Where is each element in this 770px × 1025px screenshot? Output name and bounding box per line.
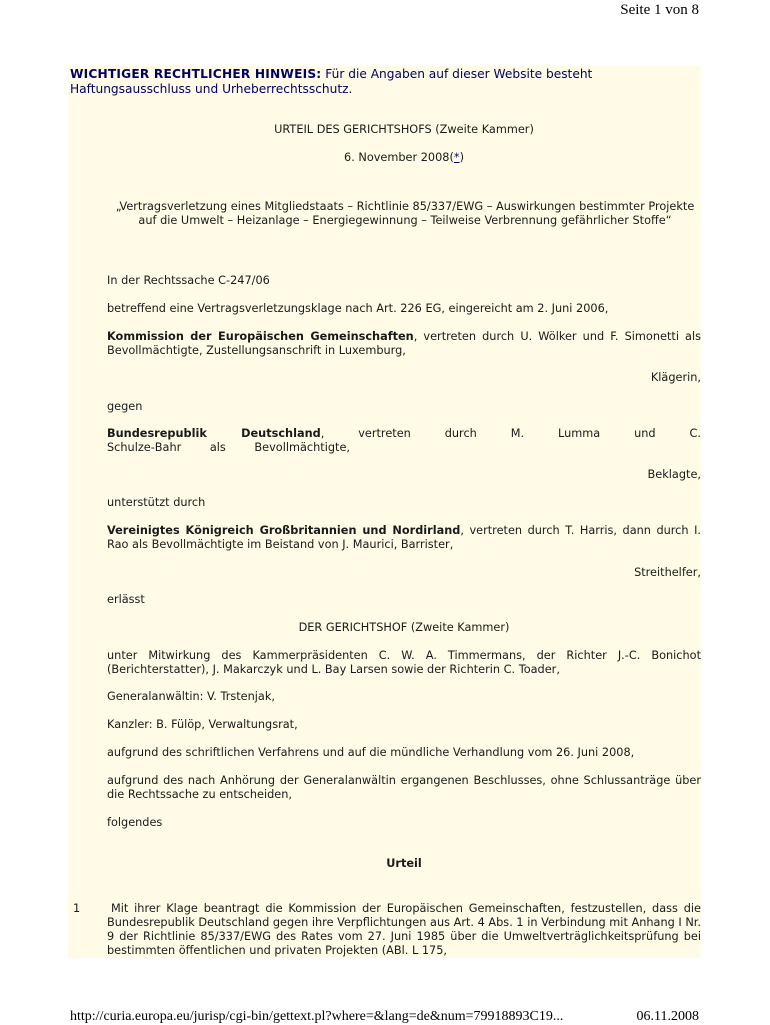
court-title: DER GERICHTSHOF (Zweite Kammer)	[298, 621, 510, 634]
defendant-name: Bundesrepublik Deutschland	[107, 427, 321, 440]
applicant-paragraph	[107, 330, 701, 358]
legal-notice	[70, 67, 690, 97]
judgment-subject: „Vertragsverletzung eines Mitgliedstaats – Richtlinie 85/337/EWG – Auswirkungen bestimmter Projekte auf die Umwelt – Heizanlage – Energiegewinnung – Teilweise Verbrennung gefährlicher Stoffe“	[115, 200, 695, 227]
intervener-details: , vertreten durch T. Harris, dann durch I. Rao als Bevollmächtigte im Beistand von J. Maurici, Barrister,	[107, 524, 701, 551]
case-number: In der Rechtssache C‑247/06	[107, 274, 270, 287]
judgment-date	[107, 151, 701, 165]
defendant-details: , vertreten durch M. Lumma und C. Schulze‑Bahr als Bevollmächtigte,	[107, 427, 701, 454]
judgment-title: Urteil	[386, 857, 422, 870]
intervener-name: Vereinigtes Königreich Großbritannien und Nordirland	[107, 524, 461, 537]
applicant-role: Klägerin,	[650, 371, 701, 384]
advocate-general: Generalanwältin: V. Trstenjak,	[107, 690, 275, 703]
judgment-date-text: 6. November 2008(	[344, 151, 454, 164]
following-label: folgendes	[107, 816, 163, 829]
page-number: Seite 1 von 8	[620, 2, 699, 18]
paragraph-1-text: Mit ihrer Klage beantragt die Kommission der Europäischen Gemeinschaften, festzustellen, dass die Bundesrepublik Deutschland gegen ihre Verpflichtungen aus Art. 4 Abs. 1 in Verbindung mit Anhang I Nr. 9 der Richtlinie 85/337/EWG des Rates vom 27. Juni 1985 über die Umweltverträglichkeitsprüfung bei bestimmten öffentlichen und privaten Projekten (ABl. L 175,	[107, 902, 701, 957]
print-date: 06.11.2008	[636, 1009, 699, 1024]
judgment-heading: URTEIL DES GERICHTSHOFS (Zweite Kammer)	[274, 123, 534, 136]
source-url: http://curia.europa.eu/jurisp/cgi-bin/gettext.pl?where=&lang=de&num=79918893C19...	[70, 1009, 564, 1024]
defendant-paragraph	[107, 427, 701, 455]
legal-notice-title: WICHTIGER RECHTLICHER HINWEIS:	[70, 67, 322, 81]
action-description: betreffend eine Vertragsverletzungsklage nach Art. 226 EG, eingereicht am 2. Juni 2006,	[107, 302, 609, 315]
footnote-link[interactable]: *	[453, 151, 460, 164]
defendant-role: Beklagte,	[647, 468, 701, 481]
supported-label: unterstützt durch	[107, 496, 206, 509]
intervener-paragraph	[107, 524, 701, 552]
registrar: Kanzler: B. Fülöp, Verwaltungsrat,	[107, 718, 298, 731]
procedure-note: aufgrund des schriftlichen Verfahrens und auf die mündliche Verhandlung vom 26. Juni 2008,	[107, 746, 635, 759]
against-label: gegen	[107, 400, 143, 413]
issues-label: erlässt	[107, 593, 145, 606]
decision-basis: aufgrund des nach Anhörung der Generalanwältin ergangenen Beschlusses, ohne Schlussanträge über die Rechtssache zu entscheiden,	[107, 774, 701, 801]
court-composition: unter Mitwirkung des Kammerpräsidenten C. W. A. Timmermans, der Richter J.‑C. Bonichot (Berichterstatter), J. Makarczyk und L. Bay Larsen sowie der Richterin C. Toader,	[107, 649, 701, 676]
intervener-role: Streithelfer,	[634, 566, 701, 579]
paragraph-number: 1	[73, 902, 81, 915]
legal-notice-text: Für die Angaben auf dieser Website besteht Haftungsausschluss und Urheberrechtsschutz.	[70, 67, 593, 96]
applicant-name: Kommission der Europäischen Gemeinschaften	[107, 330, 414, 343]
judgment-date-close: )	[459, 151, 464, 164]
applicant-details: , vertreten durch U. Wölker und F. Simonetti als Bevollmächtigte, Zustellungsanschrift in Luxemburg,	[107, 330, 701, 357]
